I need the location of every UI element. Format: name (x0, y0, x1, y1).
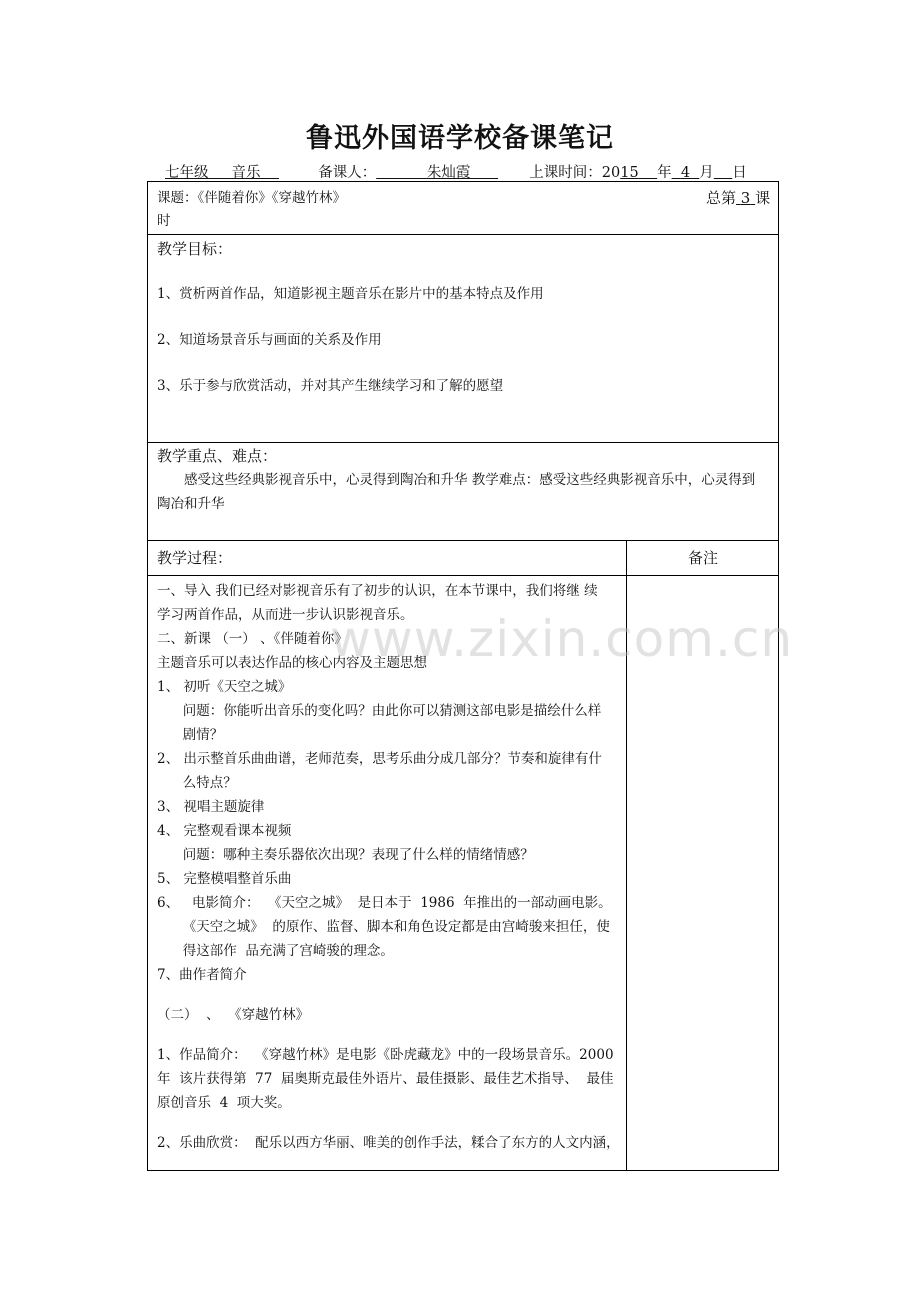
month-char: 月 (699, 165, 714, 181)
process-line: 7、曲作者简介 (157, 967, 247, 983)
process-line: 2、 出示整首乐曲曲谱，老师范奏，思考乐曲分成几部分？节奏和旋律有什 (157, 751, 602, 767)
topic-row (148, 182, 778, 235)
process-line: 1、作品简介： 《穿越竹林》是电影《卧虎藏龙》中的一段场景音乐。2000 (157, 1047, 614, 1063)
process-line: 一、导入 我们已经对影视音乐有了初步的认识，在本节课中，我们将继 续 (157, 583, 598, 599)
process-line (157, 1027, 623, 1043)
keypoints-heading: 教学重点、难点： (157, 447, 278, 465)
process-line: 学习两首作品，从而进一步认识影视音乐。 (157, 607, 414, 623)
process-line (157, 987, 623, 1003)
keypoints-line: 陶冶和升华 (157, 496, 225, 512)
process-line: 二、新课 （一） 、《伴随着你》 (157, 631, 348, 647)
process-line: 4、 完整观看课本视频 (157, 823, 292, 839)
notes-heading: 备注 (688, 549, 719, 567)
goal-item: 3、乐于参与欣赏活动，并对其产生继续学习和了解的愿望 (157, 378, 504, 394)
process-line: 6、 电影简介： 《天空之城》 是日本于 1986 年推出的一部动画电影。 (157, 895, 612, 911)
process-line: 剧情？ (157, 727, 224, 743)
process-header-row (148, 541, 778, 576)
topic-hour: 时 (157, 213, 171, 229)
grade: 七年级 (165, 165, 209, 181)
day-char: 日 (732, 165, 747, 181)
process-line: （二） 、 《穿越竹林》 (157, 1007, 310, 1023)
total-number: 3 (740, 189, 751, 207)
goals-heading: 教学目标： (157, 240, 233, 258)
process-line: 2、乐曲欣赏： 配乐以西方华丽、唯美的创作手法，糅合了东方的人文内涵， (157, 1135, 620, 1151)
goal-item: 2、知道场景音乐与画面的关系及作用 (157, 332, 382, 348)
lesson-table (147, 181, 779, 1171)
process-line: 年 该片获得第 77 届奥斯克最佳外语片、最佳摄影、最佳艺术指导、 最佳 (157, 1071, 614, 1087)
teacher-label: 备课人： (318, 165, 377, 181)
year-char: 年 (657, 165, 672, 181)
subject: 音乐 (231, 165, 261, 181)
goal-item: 1、赏析两首作品，知道影视主题音乐在影片中的基本特点及作用 (157, 286, 544, 302)
keypoints-line: 感受这些经典影视音乐中，心灵得到陶冶和升华 教学难点：感受这些经典影视音乐中，心灵得到 (184, 472, 756, 488)
page-title: 鲁迅外国语学校备课笔记 (306, 123, 614, 154)
process-line: 主题音乐可以表达作品的核心内容及主题思想 (157, 655, 427, 671)
month: 4 (680, 165, 691, 181)
process-line: 得这部作 品充满了宫崎骏的理念。 (157, 943, 394, 959)
goals-row (148, 235, 778, 443)
process-line (157, 1115, 623, 1131)
watermark: www.zixin.com.cn (330, 610, 794, 668)
time-label: 上课时间：20 (529, 165, 621, 181)
process-heading: 教学过程： (157, 549, 233, 567)
teacher-name: 朱灿霞 (426, 165, 471, 181)
process-line: 原创音乐 4 项大奖。 (157, 1095, 291, 1111)
process-line: 么特点？ (157, 775, 237, 791)
process-line: 问题：哪种主奏乐器依次出现？表现了什么样的情绪情感？ (157, 847, 534, 863)
process-line: 1、 初听《天空之城》 (157, 679, 292, 695)
process-line: 3、 视唱主题旋律 (157, 799, 265, 815)
process-line: 5、 完整模唱整首乐曲 (157, 871, 292, 887)
keypoints-row (148, 443, 778, 541)
process-line: 问题：你能听出音乐的变化吗？由此你可以猜测这部电影是描绘什么样 (157, 703, 602, 719)
header-meta (165, 161, 747, 182)
process-line: 《天空之城》 的原作、监督、脚本和角色设定都是由宫崎骏来担任，使 (157, 919, 610, 935)
topic-text: 课题：《伴随着你》《穿越竹林》 (157, 190, 346, 206)
total-lessons: 总第 3 课 (706, 189, 771, 207)
year-suffix: 15 (620, 165, 639, 181)
